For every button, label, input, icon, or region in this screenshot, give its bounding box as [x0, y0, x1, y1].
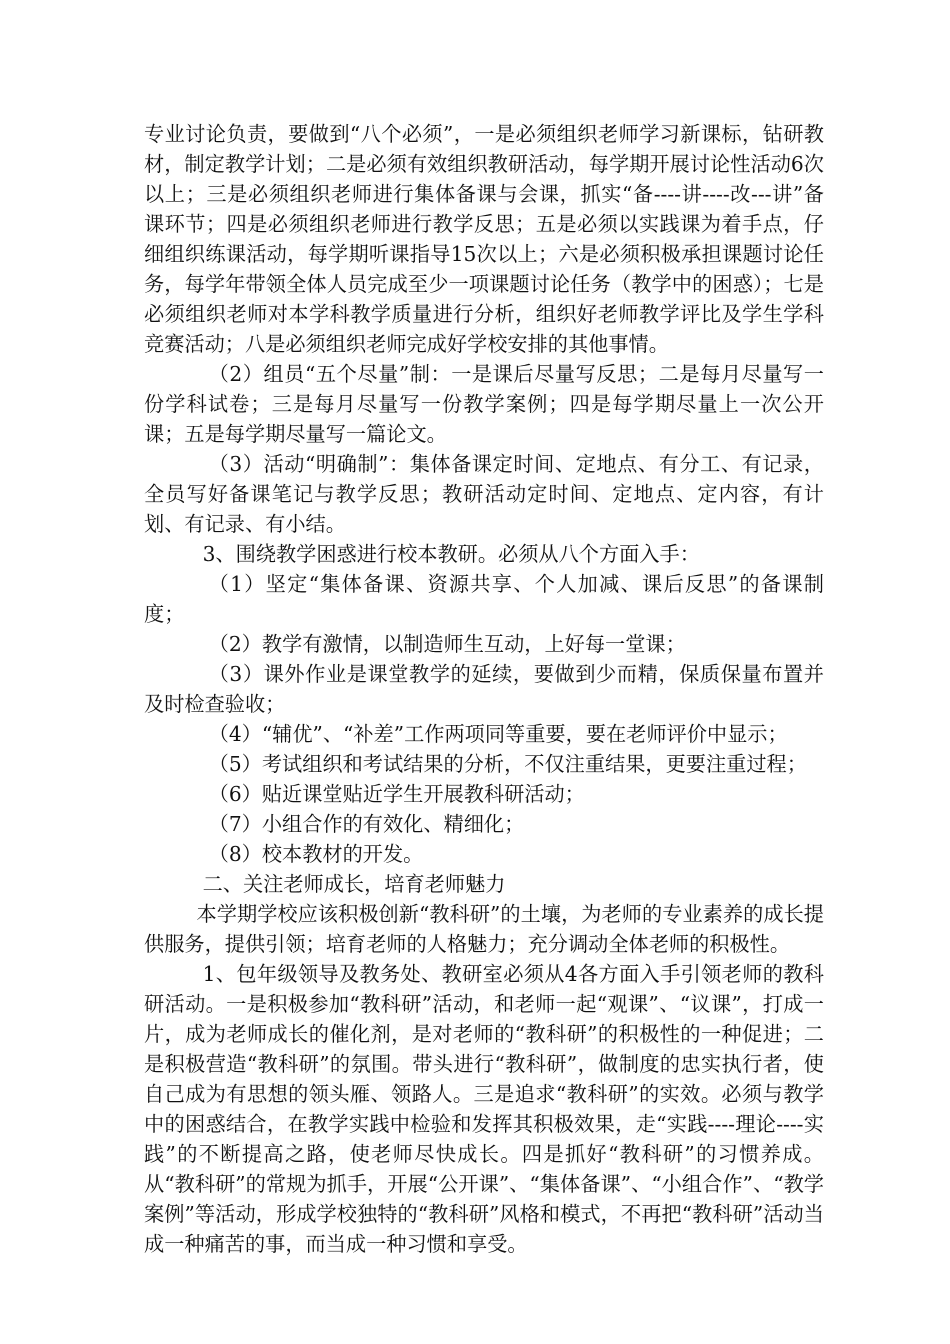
paragraph-activity-clarity: （3）活动“明确制”：集体备课定时间、定地点、有分工、有记录，全员写好备课笔记与教学反思；教研活动定时间、定地点、定内容，有计划、有记录、有小结。	[144, 452, 824, 536]
list-item-5: （5）考试组织和考试结果的分析，不仅注重结果，更要注重过程；	[208, 752, 807, 776]
section-heading-two: 二、关注老师成长，培育老师魅力	[202, 872, 506, 896]
list-item-3: （3）课外作业是课堂教学的延续，要做到少而精，保质保量布置并及时检查验收；	[144, 662, 824, 716]
list-item-1: （1）坚定“集体备课、资源共享、个人加减、课后反思”的备课制度；	[144, 572, 824, 626]
paragraph-leadership: 1、包年级领导及教务处、教研室必须从4各方面入手引领老师的教科研活动。一是积极参加“教科研”活动，和老师一起“观课”、“议课”，打成一片，成为老师成长的催化剂，是对老师的“教科研”的积极性的一种促进；二是积极营造“教科研”的氛围。带头进行“教科研”，做制度的忠实执行者，使自己成为有思想的领头雁、领路人。三是追求“教科研”的实效。必须与教学中的困惑结合，在教学实践中检验和发挥其积极效果，走“实践----理论----实践”的不断提高之路，使老师尽快成长。四是抓好“教科研”的习惯养成。从“教科研”的常规为抓手，开展“公开课”、“集体备课”、“小组合作”、“教学案例”等活动，形成学校独特的“教科研”风格和模式，不再把“教科研”活动当成一种痛苦的事，而当成一种习惯和享受。	[144, 962, 824, 1256]
heading-school-research: 3、围绕教学困惑进行校本教研。必须从八个方面入手：	[202, 542, 700, 566]
list-item-2: （2）教学有激情，以制造师生互动，上好每一堂课；	[208, 632, 686, 656]
document-body	[144, 119, 824, 1259]
list-item-6: （6）贴近课堂贴近学生开展教科研活动；	[208, 782, 585, 806]
paragraph-five-tries: （2）组员“五个尽量”制：一是课后尽量写反思；二是每月尽量写一份学科试卷；三是每月尽量写一份教学案例；四是每学期尽量上一次公开课；五是每学期尽量写一篇论文。	[144, 362, 824, 446]
paragraph-eight-musts: 专业讨论负责，要做到“八个必须”，一是必须组织老师学习新课标，钻研教材，制定教学计划；二是必须有效组织教研活动，每学期开展讨论性活动6次以上；三是必须组织老师进行集体备课与会课，抓实“备----讲----改---讲”备课环节；四是必须组织老师进行教学反思；五是必须以实践课为着手点，仔细组织练课活动，每学期听课指导15次以上；六是必须积极承担课题讨论任务，每学年带领全体人员完成至少一项课题讨论任务（教学中的困惑）；七是必须组织老师对本学科教学质量进行分析，组织好老师教学评比及学生学科竞赛活动；八是必须组织老师完成好学校安排的其他事情。	[144, 122, 824, 356]
list-item-8: （8）校本教材的开发。	[208, 842, 424, 866]
list-item-4: （4）“辅优”、“补差”工作两项同等重要，要在老师评价中显示；	[208, 722, 788, 746]
paragraph-semester-intro: 本学期学校应该积极创新“教科研”的土壤，为老师的专业素养的成长提供服务，提供引领；培育老师的人格魅力；充分调动全体老师的积极性。	[144, 902, 824, 956]
list-item-7: （7）小组合作的有效化、精细化；	[208, 812, 525, 836]
